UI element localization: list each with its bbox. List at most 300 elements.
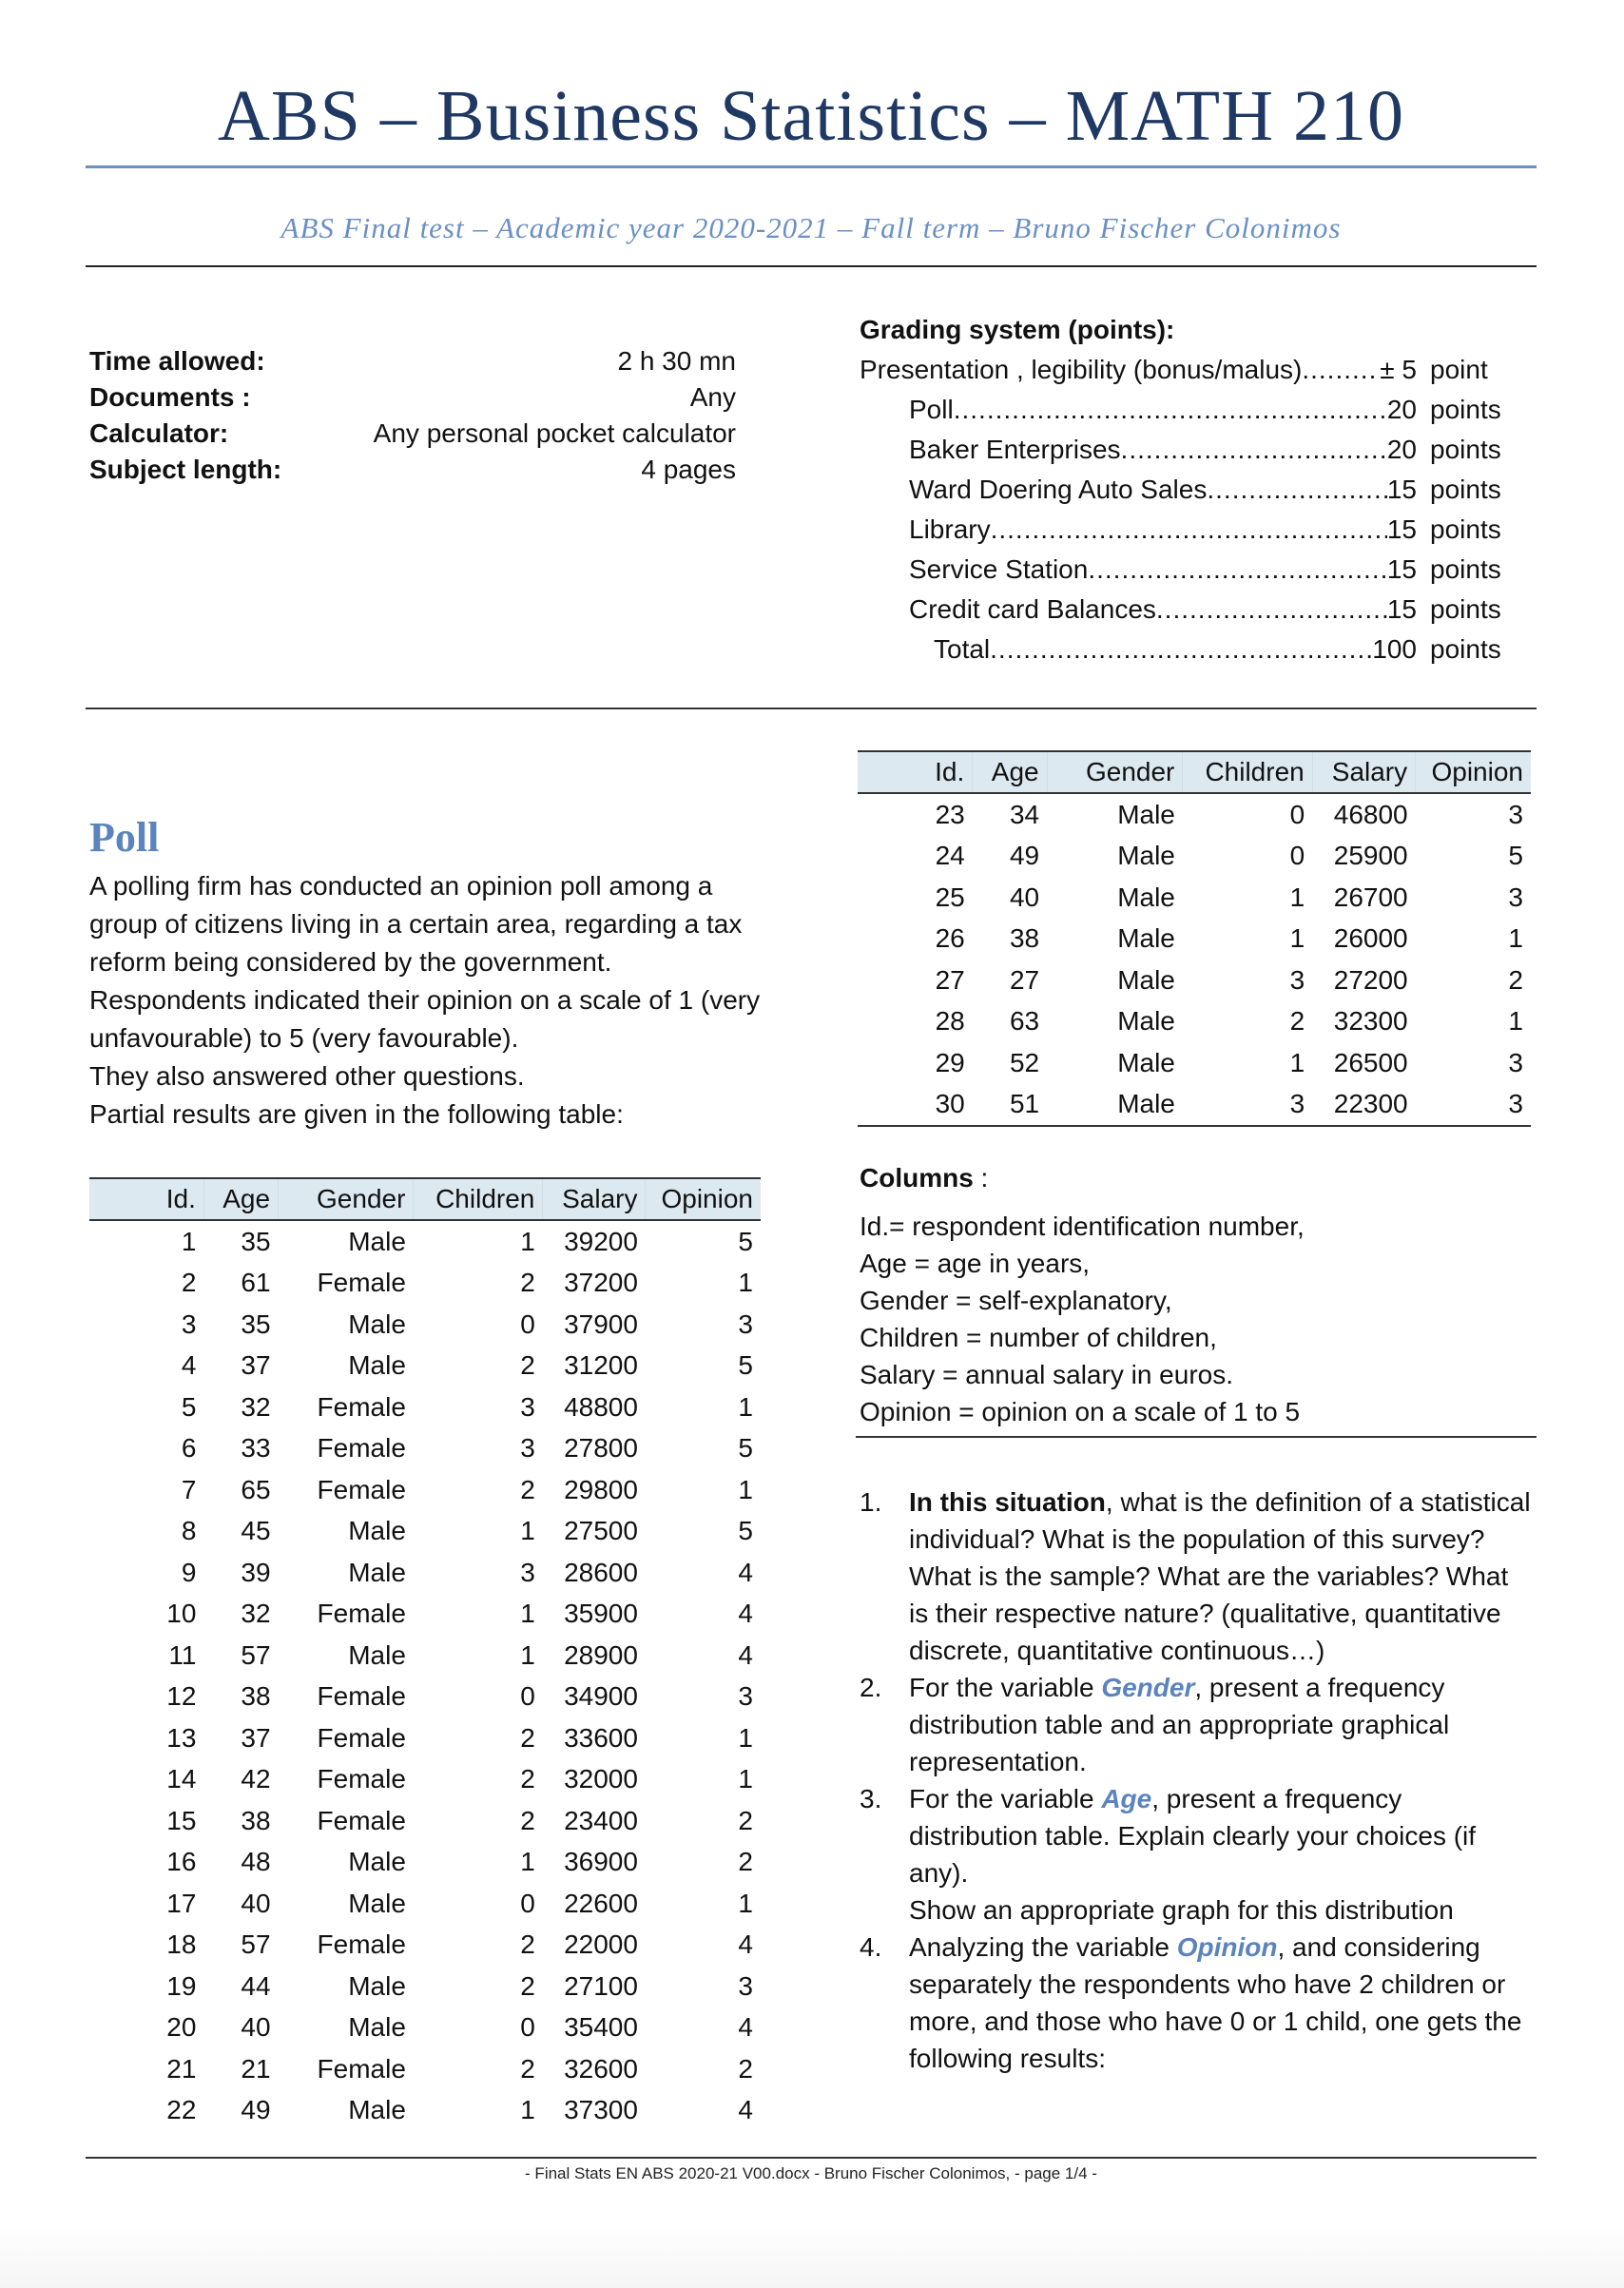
column-header: Opinion	[1416, 751, 1531, 793]
grading-points: 20	[1386, 435, 1417, 464]
grading-unit: point	[1430, 355, 1488, 384]
cell-id: 25	[935, 882, 965, 912]
cell-gender: Male	[348, 1847, 406, 1877]
cell-id: 14	[166, 1764, 197, 1794]
cell-children: 3	[520, 1391, 535, 1422]
cell-gender: Female	[317, 1722, 406, 1753]
cell-children: 3	[1183, 1084, 1312, 1127]
question-item	[860, 1929, 1535, 2077]
cell-opinion: 5	[738, 1350, 753, 1381]
cell-salary: 48800	[564, 1391, 638, 1422]
cell-age: 57	[241, 1639, 271, 1670]
cell-gender: Male	[348, 1557, 406, 1587]
cell-age: 39	[241, 1557, 271, 1587]
cell-children: 1	[520, 2095, 535, 2125]
table-row	[89, 1552, 761, 1594]
exam-info	[89, 343, 736, 488]
grading-row	[860, 590, 1525, 630]
exam-info-label: Time allowed:	[89, 346, 265, 376]
grading-label: Service Station	[909, 554, 1089, 584]
cell-id: 30	[858, 1084, 973, 1127]
question-number: 3.	[860, 1784, 882, 1813]
question-item	[860, 1780, 1535, 1929]
cell-opinion: 1	[1508, 923, 1523, 954]
cell-gender: Male	[1117, 799, 1175, 829]
cell-children: 2	[520, 1268, 535, 1298]
grading-label: Total	[934, 634, 991, 664]
table-row	[89, 2090, 761, 2132]
cell-salary: 37200	[564, 1268, 638, 1298]
cell-opinion: 3	[1508, 799, 1523, 829]
cell-salary: 22000	[564, 1929, 638, 1960]
page-title: ABS – Business Statistics – MATH 210	[218, 76, 1404, 156]
cell-age: 32	[241, 1391, 271, 1422]
exam-info-value: 4 pages	[641, 455, 736, 484]
cell-salary: 35400	[564, 2012, 638, 2043]
dot-leader	[1207, 470, 1386, 510]
cell-age: 48	[241, 1847, 271, 1877]
cell-salary: 37900	[564, 1309, 638, 1339]
emphasis: In this situation	[909, 1487, 1106, 1517]
question-item	[860, 1669, 1535, 1780]
cell-opinion: 3	[738, 1970, 753, 2001]
table-row	[89, 1925, 761, 1967]
cell-gender: Female	[317, 2053, 406, 2084]
table-header-row	[858, 751, 1531, 793]
grading-unit: points	[1430, 554, 1501, 584]
section-divider	[86, 708, 1537, 709]
cell-children: 0	[520, 1309, 535, 1339]
cell-children: 1	[520, 1847, 535, 1877]
cell-gender: Female	[317, 1391, 406, 1422]
question-text	[909, 1929, 1535, 2077]
question-text	[909, 1780, 1535, 1929]
cell-salary: 26700	[1333, 882, 1408, 912]
cell-salary: 22600	[564, 1888, 638, 1918]
grading-points: 15	[1386, 475, 1417, 504]
grading-row	[860, 550, 1525, 590]
legend-item: Id.= respondent identification number,	[860, 1212, 1305, 1241]
cell-salary: 34900	[564, 1681, 638, 1712]
cell-id: 2	[181, 1268, 197, 1298]
cell-salary: 36900	[564, 1847, 638, 1877]
cell-age: 32	[241, 1599, 271, 1629]
cell-id: 6	[181, 1433, 197, 1464]
columns-legend	[860, 1159, 1535, 1430]
grading-points: 15	[1386, 554, 1417, 584]
cell-id: 28	[935, 1006, 965, 1037]
cell-salary: 22300	[1312, 1084, 1415, 1127]
cell-id: 16	[166, 1847, 197, 1877]
poll-description	[89, 867, 774, 1134]
cell-salary: 35900	[564, 1599, 638, 1629]
legend-item: Children = number of children,	[860, 1323, 1217, 1352]
cell-children: 2	[520, 1805, 535, 1835]
cell-gender: Male	[1117, 923, 1175, 954]
cell-age: 44	[241, 1970, 271, 2001]
cell-age: 52	[1009, 1047, 1040, 1077]
dot-leader	[954, 390, 1387, 430]
cell-age: 21	[241, 2053, 271, 2084]
cell-children: 3	[520, 1433, 535, 1464]
cell-children: 0	[520, 1888, 535, 1918]
cell-age: 40	[241, 1888, 271, 1918]
cell-salary: 39200	[564, 1226, 638, 1256]
cell-id: 13	[166, 1722, 197, 1753]
columns-title-suffix: :	[973, 1163, 989, 1192]
cell-age: 45	[241, 1516, 271, 1546]
table-row	[89, 1966, 761, 2007]
cell-opinion: 1	[738, 1474, 753, 1504]
cell-age: 38	[241, 1681, 271, 1712]
cell-id: 29	[935, 1047, 965, 1077]
table-row	[858, 877, 1531, 919]
cell-gender: Female	[317, 1599, 406, 1629]
question-text-pre: Analyzing the variable	[909, 1932, 1177, 1962]
cell-opinion: 3	[1508, 1047, 1523, 1077]
variable-name: Age	[1101, 1784, 1152, 1813]
column-header: Id.	[89, 1178, 203, 1220]
poll-data-table-left	[89, 1177, 761, 2131]
cell-age: 38	[1009, 923, 1040, 954]
column-header: Children	[414, 1178, 543, 1220]
table-row	[858, 836, 1531, 878]
grading-row	[860, 470, 1525, 510]
cell-children: 2	[520, 1350, 535, 1381]
column-header: Age	[973, 751, 1047, 793]
cell-gender: Male	[1117, 1006, 1175, 1037]
exam-info-value: Any personal pocket calculator	[373, 418, 736, 448]
cell-gender: Male	[348, 1516, 406, 1546]
cell-id: 22	[166, 2095, 197, 2125]
variable-name: Gender	[1101, 1673, 1195, 1702]
exam-info-value: Any	[689, 382, 736, 412]
poll-data-table-right	[858, 750, 1531, 1127]
cell-salary: 37300	[564, 2095, 638, 2125]
cell-id: 1	[181, 1226, 197, 1256]
cell-children: 1	[1289, 923, 1305, 954]
cell-gender: Female	[317, 1929, 406, 1960]
cell-age: 65	[241, 1474, 271, 1504]
cell-id: 4	[181, 1350, 197, 1381]
table-row	[89, 1800, 761, 1842]
cell-opinion: 1	[738, 1391, 753, 1422]
cell-salary: 25900	[1333, 841, 1408, 871]
table-row	[89, 1428, 761, 1470]
table-row	[89, 1263, 761, 1305]
grading-points: ± 5	[1380, 355, 1417, 384]
cell-gender: Male	[348, 2095, 406, 2125]
grading-unit: points	[1430, 435, 1501, 464]
dot-leader	[990, 630, 1372, 669]
grading-unit: points	[1430, 634, 1501, 664]
cell-id: 15	[166, 1805, 197, 1835]
table-row	[858, 793, 1531, 836]
grading-points: 20	[1386, 395, 1417, 424]
cell-children: 1	[520, 1226, 535, 1256]
cell-age: 49	[1009, 841, 1040, 871]
question-text-body: , and considering separately the respondents who have 2 children or more, and those who have 0 or 1 child, one gets the following results:	[909, 1932, 1522, 2073]
cell-children: 0	[520, 2012, 535, 2043]
cell-children: 2	[520, 1474, 535, 1504]
cell-opinion: 4	[738, 1929, 753, 1960]
cell-salary: 32600	[564, 2053, 638, 2084]
exam-info-row	[89, 343, 736, 379]
dot-leader	[1156, 590, 1387, 630]
cell-gender: Male	[1117, 1047, 1175, 1077]
column-header: Salary	[1312, 751, 1415, 793]
cell-id: 26	[935, 923, 965, 954]
question-text-body: , what is the definition of a statistical individual? What is the population of this survey? What is the sample? What are the variables? What is their respective nature? (qualitative, quantitative discrete, quantitative continuous…)	[909, 1487, 1531, 1665]
table-row	[89, 1469, 761, 1511]
grading-unit: points	[1430, 594, 1501, 624]
cell-id: 18	[166, 1929, 197, 1960]
cell-opinion: 3	[738, 1309, 753, 1339]
cell-salary: 27800	[564, 1433, 638, 1464]
cell-gender: Male	[348, 1350, 406, 1381]
page-footer: - Final Stats EN ABS 2020-21 V00.docx - Bruno Fischer Colonimos, - page 1/4 -	[525, 2164, 1097, 2182]
title-divider	[86, 165, 1537, 168]
cell-age: 57	[241, 1929, 271, 1960]
cell-id: 5	[181, 1391, 197, 1422]
cell-age: 37	[241, 1350, 271, 1381]
cell-age: 34	[1009, 799, 1040, 829]
cell-opinion: 3	[1416, 1084, 1531, 1127]
cell-gender: Male	[1117, 964, 1175, 995]
grading-label: Poll	[909, 395, 954, 424]
cell-id: 27	[935, 964, 965, 995]
columns-divider	[856, 1436, 1537, 1438]
table-header-row	[89, 1178, 761, 1220]
cell-salary: 32300	[1333, 1006, 1408, 1037]
question-text-extra: Show an appropriate graph for this distribution	[909, 1895, 1454, 1925]
cell-opinion: 2	[738, 1847, 753, 1877]
cell-children: 2	[520, 2053, 535, 2084]
cell-salary: 46800	[1333, 799, 1408, 829]
cell-age: 51	[973, 1084, 1047, 1127]
cell-opinion: 1	[738, 1764, 753, 1794]
cell-opinion: 1	[738, 1268, 753, 1298]
grading-label: Presentation , legibility (bonus/malus)	[860, 355, 1303, 384]
cell-children: 0	[520, 1681, 535, 1712]
paragraph: Respondents indicated their opinion on a scale of 1 (very unfavourable) to 5 (very favourable).	[89, 985, 761, 1053]
page-subtitle: ABS Final test – Academic year 2020-2021 – Fall term – Bruno Fischer Colonimos	[280, 211, 1342, 244]
cell-opinion: 4	[738, 1599, 753, 1629]
table-row	[89, 1304, 761, 1346]
legend-item: Age = age in years,	[860, 1249, 1091, 1278]
column-header: Gender	[279, 1178, 414, 1220]
cell-opinion: 4	[738, 2012, 753, 2043]
cell-gender: Male	[1047, 1084, 1183, 1127]
table-row	[858, 960, 1531, 1001]
legend-item: Opinion = opinion on a scale of 1 to 5	[860, 1397, 1301, 1426]
cell-id: 11	[168, 1639, 197, 1670]
table-row	[89, 1594, 761, 1636]
cell-children: 1	[520, 1599, 535, 1629]
table-row	[89, 1717, 761, 1759]
exam-info-row	[89, 416, 736, 452]
cell-id: 19	[166, 1970, 197, 2001]
grading-points: 15	[1386, 514, 1417, 544]
cell-gender: Female	[317, 1433, 406, 1464]
cell-gender: Female	[317, 1764, 406, 1794]
cell-children: 2	[520, 1764, 535, 1794]
cell-gender: Male	[348, 1226, 406, 1256]
cell-id: 10	[166, 1599, 197, 1629]
cell-salary: 27100	[564, 1970, 638, 2001]
cell-opinion: 5	[1508, 841, 1523, 871]
cell-opinion: 4	[738, 1557, 753, 1587]
cell-opinion: 4	[738, 1639, 753, 1670]
cell-age: 40	[1009, 882, 1040, 912]
table-row	[89, 1883, 761, 1925]
cell-id: 12	[166, 1681, 197, 1712]
cell-salary: 28600	[564, 1557, 638, 1587]
section-heading-poll: Poll	[89, 814, 160, 861]
cell-opinion: 2	[738, 2053, 753, 2084]
cell-gender: Female	[317, 1681, 406, 1712]
cell-children: 0	[1289, 841, 1305, 871]
dot-leader	[1121, 430, 1387, 470]
exam-info-label: Subject length:	[89, 455, 282, 484]
cell-id: 21	[166, 2053, 197, 2084]
cell-children: 2	[520, 1929, 535, 1960]
cell-opinion: 1	[738, 1888, 753, 1918]
cell-salary: 26000	[1333, 923, 1408, 954]
table-row	[858, 1001, 1531, 1043]
cell-age: 37	[241, 1722, 271, 1753]
question-text-body: , present a frequency distribution table. Explain clearly your choices (if any).	[909, 1784, 1477, 1888]
cell-age: 40	[241, 2012, 271, 2043]
table-row	[858, 1042, 1531, 1084]
grading-row	[860, 390, 1525, 430]
dot-leader	[1088, 550, 1387, 590]
question-item	[860, 1483, 1535, 1669]
question-number: 4.	[860, 1932, 882, 1962]
cell-age: 33	[241, 1433, 271, 1464]
grading-title: Grading system (points):	[860, 315, 1175, 344]
grading-label: Ward Doering Auto Sales	[909, 475, 1208, 504]
exam-info-label: Calculator:	[89, 418, 229, 448]
column-header: Opinion	[646, 1178, 761, 1220]
column-header: Age	[203, 1178, 278, 1220]
table-row	[89, 1220, 761, 1263]
table-row	[89, 1842, 761, 1884]
grading-points: 15	[1386, 594, 1417, 624]
paragraph: Partial results are given in the following table:	[89, 1099, 624, 1129]
cell-opinion: 1	[738, 1722, 753, 1753]
subtitle-divider	[86, 265, 1537, 267]
column-header: Children	[1183, 751, 1312, 793]
cell-id: 24	[935, 841, 965, 871]
grading-label: Baker Enterprises	[909, 435, 1121, 464]
column-header: Salary	[543, 1178, 646, 1220]
question-text-pre: For the variable	[909, 1784, 1102, 1813]
cell-opinion: 5	[738, 1433, 753, 1464]
cell-salary: 28900	[564, 1639, 638, 1670]
question-text	[909, 1483, 1535, 1669]
cell-opinion: 3	[1508, 882, 1523, 912]
cell-gender: Male	[348, 2012, 406, 2043]
cell-gender: Male	[348, 1970, 406, 2001]
table-row	[89, 1677, 761, 1718]
cell-children: 1	[1289, 1047, 1305, 1077]
grading-points: 100	[1372, 634, 1417, 664]
footer-divider	[86, 2157, 1537, 2159]
cell-children: 3	[1289, 964, 1305, 995]
cell-id: 7	[181, 1474, 197, 1504]
cell-id: 9	[181, 1557, 197, 1587]
grading-row	[860, 430, 1525, 470]
table-row	[89, 1759, 761, 1801]
column-header: Id.	[858, 751, 973, 793]
paragraph: They also answered other questions.	[89, 1061, 525, 1091]
table-row	[89, 1346, 761, 1387]
columns-legend-title	[860, 1159, 1535, 1196]
cell-gender: Male	[348, 1639, 406, 1670]
question-list	[860, 1483, 1535, 2077]
cell-gender: Female	[317, 1474, 406, 1504]
page-bottom-shade	[0, 2225, 1624, 2288]
grading-total-row	[860, 630, 1525, 669]
cell-children: 1	[520, 1639, 535, 1670]
columns-title-text: Columns	[860, 1163, 974, 1192]
variable-name: Opinion	[1176, 1932, 1278, 1962]
cell-salary: 23400	[564, 1805, 638, 1835]
table-row	[89, 1635, 761, 1677]
cell-id: 8	[181, 1516, 197, 1546]
cell-opinion: 5	[738, 1516, 753, 1546]
legend-item: Gender = self-explanatory,	[860, 1286, 1172, 1315]
table-row	[89, 2007, 761, 2049]
grading-unit: points	[1430, 514, 1501, 544]
grading-system	[860, 310, 1525, 669]
cell-age: 49	[241, 2095, 271, 2125]
cell-children: 1	[520, 1516, 535, 1546]
grading-row	[860, 510, 1525, 550]
cell-children: 2	[1289, 1006, 1305, 1037]
cell-children: 1	[1289, 882, 1305, 912]
question-text	[909, 1669, 1535, 1780]
dot-leader	[1302, 350, 1380, 390]
cell-gender: Female	[317, 1268, 406, 1298]
cell-age: 63	[1009, 1006, 1040, 1037]
exam-info-row	[89, 379, 736, 416]
cell-opinion: 2	[1508, 964, 1523, 995]
cell-gender: Female	[317, 1805, 406, 1835]
cell-children: 2	[520, 1722, 535, 1753]
table-row	[858, 919, 1531, 960]
cell-opinion: 3	[738, 1681, 753, 1712]
table-row	[858, 1084, 1531, 1127]
cell-gender: Male	[348, 1309, 406, 1339]
grading-unit: points	[1430, 475, 1501, 504]
cell-age: 27	[1009, 964, 1040, 995]
cell-children: 2	[520, 1970, 535, 2001]
table-row	[89, 1511, 761, 1553]
cell-salary: 27500	[564, 1516, 638, 1546]
grading-unit: points	[1430, 395, 1501, 424]
cell-gender: Male	[1117, 841, 1175, 871]
cell-age: 61	[241, 1268, 271, 1298]
question-text-body: , present a frequency distribution table and an appropriate graphical representation.	[909, 1673, 1450, 1776]
cell-id: 23	[935, 799, 965, 829]
cell-opinion: 4	[738, 2095, 753, 2125]
grading-label: Credit card Balances	[909, 594, 1156, 624]
question-number: 1.	[860, 1487, 882, 1517]
cell-id: 20	[166, 2012, 197, 2043]
question-number: 2.	[860, 1673, 882, 1702]
